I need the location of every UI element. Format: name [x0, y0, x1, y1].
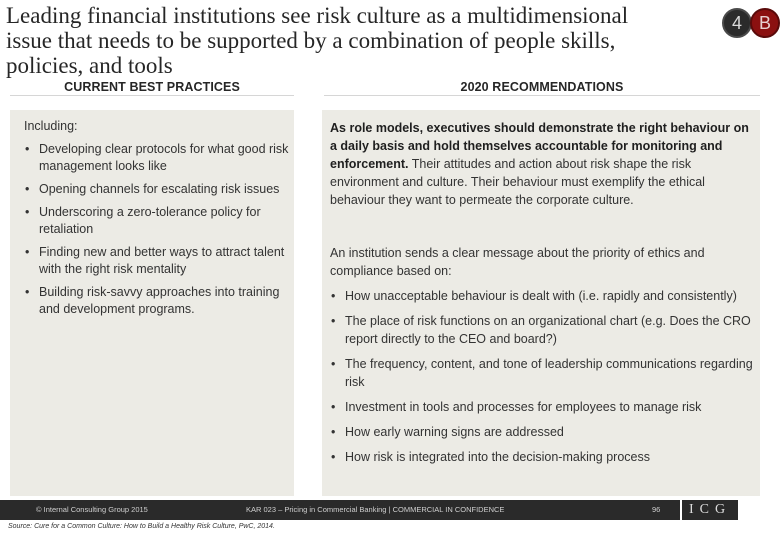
recommendation-lead-text: Their attitudes and action about risk shape the risk environment and culture. Their behaviour must exemplify the ethical behaviour they want to permeate the corporate culture. [330, 157, 705, 207]
footer-copyright: © Internal Consulting Group 2015 [36, 505, 148, 514]
list-item: • How risk is integrated into the decision-making process [330, 448, 754, 466]
recommendation-intro: An institution sends a clear message about the priority of ethics and compliance based on: [330, 246, 705, 278]
list-item: • The place of risk functions on an organizational chart (e.g. Does the CRO report directly to the CEO and board?) [330, 312, 754, 348]
best-practices-intro: Including: [24, 119, 78, 133]
section-number-badge: 4 [722, 8, 752, 38]
footer-bar [0, 500, 680, 520]
page-number: 96 [652, 505, 661, 514]
list-item: • Investment in tools and processes for employees to manage risk [330, 398, 754, 416]
recommendations-list [330, 287, 754, 473]
list-item: • The frequency, content, and tone of leadership communications regarding risk [330, 355, 754, 391]
list-item: • Opening channels for escalating risk issues [24, 181, 292, 198]
icg-logo: ICG [682, 500, 738, 520]
list-item: • Developing clear protocols for what good risk management looks like [24, 141, 292, 175]
list-item: • Underscoring a zero-tolerance policy for retaliation [24, 204, 292, 238]
recommendation-lead-bold: As role models, executives should demonstrate the right behaviour on a daily basis and hold themselves accountable for monitoring and enforcement. [330, 121, 749, 171]
source-note: Source: Cure for a Common Culture: How to Build a Healthy Risk Culture, PwC, 2014. [8, 523, 275, 530]
recommendations-header: 2020 RECOMMENDATIONS [324, 80, 760, 96]
recommendation-lead-paragraph [330, 119, 754, 209]
list-item: • Finding new and better ways to attract talent with the right risk mentality [24, 244, 292, 278]
best-practices-panel [10, 110, 294, 496]
list-item: • How early warning signs are addressed [330, 423, 754, 441]
footer-document-label: KAR 023 – Pricing in Commercial Banking | COMMERCIAL IN CONFIDENCE [246, 505, 505, 514]
slide-title: Leading financial institutions see risk culture as a multidimensional issue that needs to be supported by a combination of people skills, policies, and tools [6, 3, 629, 78]
list-item: • How unacceptable behaviour is dealt with (i.e. rapidly and consistently) [330, 287, 754, 305]
best-practices-header: CURRENT BEST PRACTICES [10, 80, 294, 96]
best-practices-list [24, 141, 292, 324]
list-item: • Building risk-savvy approaches into training and development programs. [24, 284, 292, 318]
section-letter-badge: B [750, 8, 780, 38]
recommendations-panel [322, 110, 760, 496]
